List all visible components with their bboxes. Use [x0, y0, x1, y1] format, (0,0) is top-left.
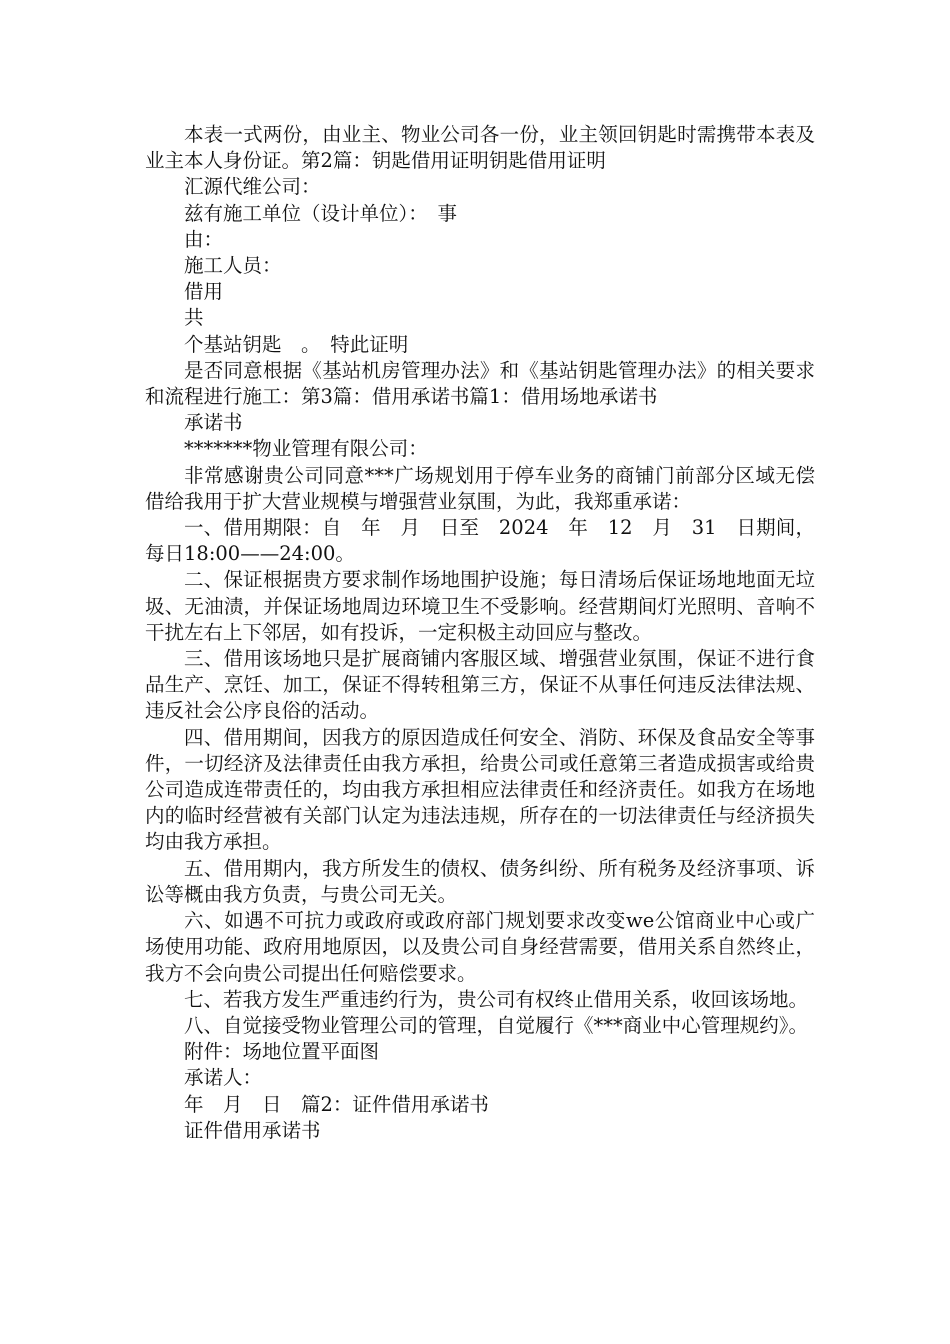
document-page [145, 122, 815, 1144]
clause-7: 七、若我方发生严重违约行为，贵公司有权终止借用关系，收回该场地。 [184, 987, 809, 1011]
addressee-line: 汇源代维公司： [184, 175, 321, 199]
promisor-line: 承诺人： [184, 1066, 263, 1090]
paragraph-key-table-note: 本表一式两份，由业主、物业公司各一份，业主领回钥匙时需携带本表及业主本人身份证。第2篇：钥匙借用证明钥匙借用证明 [145, 123, 815, 173]
reason-line: 由： [184, 227, 224, 251]
total-line: 共 [184, 306, 204, 330]
construction-unit-line: 兹有施工单位（设计单位）： 事 [184, 201, 458, 225]
borrow-line: 借用 [184, 280, 224, 304]
attachment-line: 附件：场地位置平面图 [184, 1040, 380, 1064]
clause-5: 五、借用期内，我方所发生的债权、债务纠纷、所有税务及经济事项、诉讼等概由我方负责，与贵公司无关。 [145, 856, 815, 906]
clause-8: 八、自觉接受物业管理公司的管理，自觉履行《***商业中心管理规约》。 [184, 1013, 809, 1037]
key-count-line: 个基站钥匙 。 特此证明 [184, 332, 409, 356]
commitment-title: 承诺书 [184, 411, 243, 435]
recipient-line: *******物业管理有限公司： [184, 437, 428, 461]
clause-6: 六、如遇不可抗力或政府或政府部门规划要求改变we公馆商业中心或广场使用功能、政府用地原因，以及贵公司自身经营需要，借用关系自然终止，我方不会向贵公司提出任何赔偿要求。 [145, 909, 815, 985]
personnel-line: 施工人员： [184, 254, 282, 278]
paragraph-approval: 是否同意根据《基站机房管理办法》和《基站钥匙管理办法》的相关要求和流程进行施工：第3篇：借用承诺书篇1：借用场地承诺书 [145, 358, 815, 409]
date-line: 年 月 日 篇2：证件借用承诺书 [184, 1092, 489, 1116]
clause-4: 四、借用期间，因我方的原因造成任何安全、消防、环保及食品安全等事件，一切经济及法律责任由我方承担，给贵公司或任意第三者造成损害或给贵公司造成连带责任的，均由我方承担相应法律责任和经济责任。如我方在场地内的临时经营被有关部门认定为违法违规，所存在的一切法律责任与经济损失均由我方承担。 [145, 725, 815, 854]
clause-2: 二、保证根据贵方要求制作场地围护设施；每日清场后保证场地地面无垃圾、无油渍，并保证场地周边环境卫生不受影响。经营期间灯光照明、音响不干扰左右上下邻居，如有投诉，一定积极主动回应与整改。 [145, 568, 815, 644]
clause-3: 三、借用该场地只是扩展商铺内客服区域、增强营业氛围，保证不进行食品生产、烹饪、加工，保证不得转租第三方，保证不从事任何违反法律法规、违反社会公序良俗的活动。 [145, 647, 815, 723]
section-title: 证件借用承诺书 [184, 1118, 321, 1142]
paragraph-intro: 非常感谢贵公司同意***广场规划用于停车业务的商铺门前部分区域无偿借给我用于扩大营业规模与增强营业氛围，为此，我郑重承诺： [145, 463, 815, 513]
clause-1: 一、借用期限：自 年 月 日至 2024 年 12 月 31 日期间，每日18:00——24:00。 [145, 516, 815, 566]
